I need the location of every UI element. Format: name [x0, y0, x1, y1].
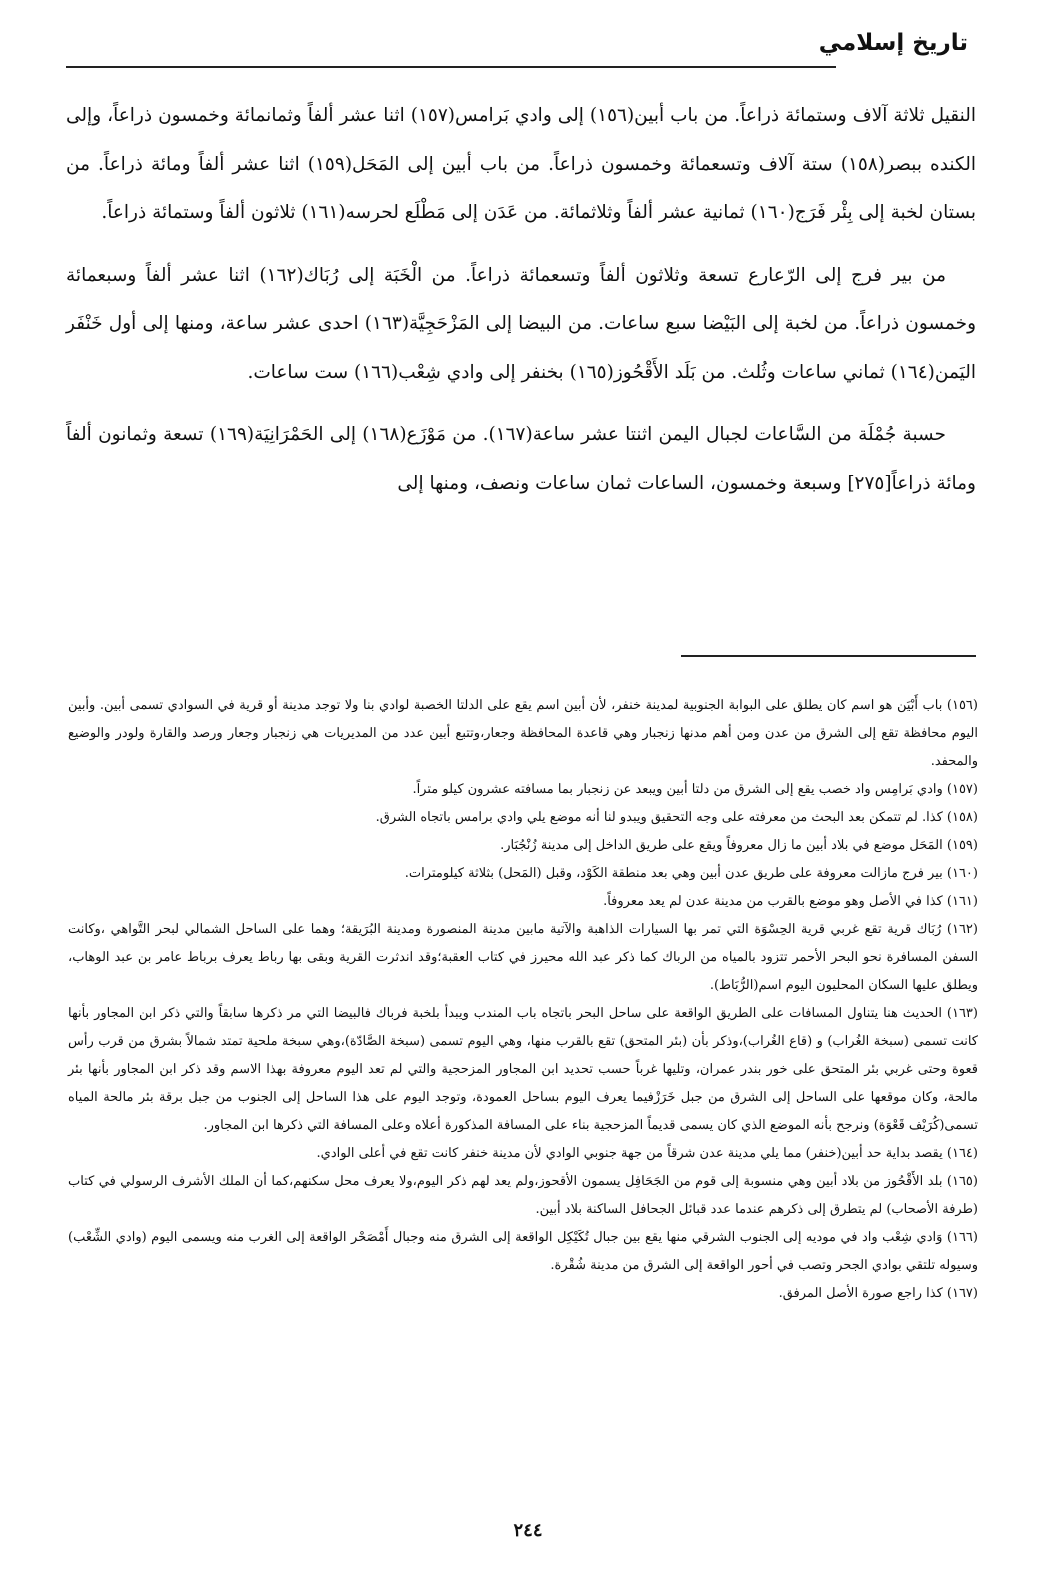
- footnote: (١٦٣) الحديث هنا يتناول المسافات على الطريق الواقعة على ساحل البحر باتجاه باب المندب ويبدأ بلخبة فرباك فالبيضا التي مر ذكرها سابقاً والتي ذكر ابن المجاور بأنها كانت تسمى (سبخة الغُراب) و (قاع الغُراب)،وذكر بأن (بئر المتحق) تقع بالقرب منها، وهي اليوم تسمى (سبخة الصَّادّة)،وهي سبخة ملحية تمتد شمالاً بشرق من قرب رأس قعوة وحتى غربي بئر المتحق على خور بندر عمران، وتليها غرباً حسب تحديد ابن المجاور المزحجية والتي لم تعد اليوم معروفة بهذا الاسم وقد ذكر ابن المجاور بأنها بئر مالحة، وكان موقعها على الساحل إلى الشرق من جبل خَرَزْفيما يعرف اليوم بساحل العمودة، وتوجد اليوم على هذا الساحل إلى الجنوب من جبل برقة بئر مالحة المياه تسمى(كُرَيْف قَعْوَة) ونرجح بأنه الموضع الذي كان يسمى قديماً المزحجية بناء على المسافة المذكورة أعلاه وعلى المسافة التي ذكرها ابن المجاور.: [68, 1006, 978, 1133]
- body-paragraph: النقيل ثلاثة آلاف وستمائة ذراعاً. من باب أبين(١٥٦) إلى وادي بَرامس(١٥٧) اثنا عشر ألفاً وثمانمائة وخمسون ذراعاً، وإلى الكنده ببصر(١٥٨) ستة آلاف وتسعمائة وخمسون ذراعاً. من باب أبين إلى المَحَل(١٥٩) اثنا عشر ألفاً ومائة ذراعاً. من بستان لخبة إلى بِئْر فَرَج(١٦٠) ثمانية عشر ألفاً وثلاثمائة. من عَدَن إلى مَطْلَع لحرسه(١٦١) ثلاثون ألفاً وستمائة ذراعاً.: [66, 105, 977, 223]
- running-header-title: تاريخ إسلامي: [818, 30, 968, 56]
- footnote: (١٥٨) كذا. لم تتمكن بعد البحث من معرفته على وجه التحقيق ويبدو لنا أنه موضع يلي وادي برامس باتجاه الشرق.: [375, 810, 978, 825]
- footnote: (١٦١) كذا في الأصل وهو موضع بالقرب من مدينة عدن لم يعد معروفاً.: [603, 894, 978, 909]
- footnote: (١٦٥) بلد الأَقْحُوز من بلاد أبين وهي منسوبة إلى قوم من الجَحَافِل يسمون الأقحوز،ولم يعد لهم ذكر اليوم،ولا يعرف محل سكنهم،كما أن الملك الأشرف الرسولي في كتاب (طرفة الأصحاب) لم يتطرق إلى ذكرهم عندما عدد قبائل الجحافل الساكنة بلاد أبين.: [68, 1174, 978, 1217]
- footnote: (١٥٩) المَحَل موضع في بلاد أبين ما زال معروفاً ويقع على طريق الداخل إلى مدينة زُنْجُبَار.: [500, 838, 978, 853]
- footnote: (١٦٤) يقصد بداية حد أبين(خنفر) مما يلي مدينة عدن شرقاً من جهة جنوبي الوادي لأن مدينة خنفر كانت تقع في أعلى الوادي.: [316, 1146, 978, 1161]
- body-paragraph: من بير فرج إلى الرّعارع تسعة وثلاثون ألفاً وتسعمائة ذراعاً. من الْخَبَة إلى رُبَاك(١٦٢) اثنا عشر ألفاً وسبعمائة وخمسون ذراعاً. من لخبة إلى البَيْضا سبع ساعات. من البيضا إلى المَزْحَجِيَّة(١٦٣) احدى عشر ساعة، ومنها إلى أول خَنْفَر اليَمن(١٦٤) ثماني ساعات وثُلث. من بَلَد الأَقْحُوز(١٦٥) بخنفر إلى وادي شِعْب(١٦٦) ست ساعات.: [66, 264, 976, 383]
- footnote: (١٦٢) رُبَاك قرية تقع غربي قرية الحِسْوَة التي تمر بها السيارات الذاهبة والآتية مابين مدينة المنصورة ومدينة البُرَيقة؛ وهما على الساحل الشمالي لبحر التَّواهي ،وكانت السفن المسافرة نحو البحر الأحمر تتزود بالمياه من الرباك كما ذكر عبد الله محيرز في كتاب العقبة؛وقد اندثرت القرية وبقى بها رباط يعرف برباط عامر بن عبد الوهاب، ويطلق عليها السكان المحليون اليوم اسم(الرُّبَاط).: [68, 922, 978, 993]
- footnote: (١٦٦) وَادي شِعْب واد في موديه إلى الجنوب الشرقي منها يقع بين جبال تُكَيْكِل الواقعة إلى الشرق منه وجبال أَمْصَحْر الواقعة إلى الغرب منه ويسمى اليوم (وادي الشِّعْب) وسيوله تلتقي بوادي الجحر وتصب في أحور الواقعة إلى الشرق من مدينة شُقْرة.: [68, 1230, 978, 1273]
- footnote: (١٥٦) باب أَبْيَن هو اسم كان يطلق على البوابة الجنوبية لمدينة خنفر، لأن أبين اسم يقع على الدلتا الخصبة لوادي بنا ولا توجد مدينة أو قرية في السوادي تسمى أبين. وأبين اليوم محافظة تقع إلى الشرق من عدن ومن أهم مدنها زنجبار وهي قاعدة المحافظة وجعار،وتتبع أبين عدد من المديريات هي زنجبار وجعار ورصد والقارة ولودر والوضيع والمحفد.: [68, 698, 978, 769]
- footnote: (١٦٠) بير فرج مازالت معروفة على طريق عدن أبين وهي بعد منطقة الكَوْد، وقبل (المَحل) بثلاثة كيلومترات.: [404, 866, 978, 881]
- page-number: ٢٤٤: [513, 1520, 543, 1541]
- main-text: [66, 92, 976, 522]
- body-paragraph: حسبة جُمْلَة من السَّاعات لجبال اليمن اثنتا عشر ساعة(١٦٧). من مَوْزَع(١٦٨) إلى الحَمْرَانِيَة(١٦٩) تسعة وثمانون ألفاً ومائة ذراعاً[٢٧٥] وسبعة وخمسون، الساعات ثمان ساعات ونصف، ومنها إلى: [66, 424, 976, 494]
- footnotes: [68, 692, 978, 1308]
- footnote-separator: [681, 655, 976, 657]
- footnote: (١٥٧) وادي بَرامِس واد خصب يقع إلى الشرق من دلتا أبين ويبعد عن زنجبار بما مسافته عشرون كيلو متراً.: [412, 782, 978, 797]
- footnote: (١٦٧) كذا راجع صورة الأصل المرفق.: [778, 1286, 978, 1301]
- header-rule: [66, 66, 836, 68]
